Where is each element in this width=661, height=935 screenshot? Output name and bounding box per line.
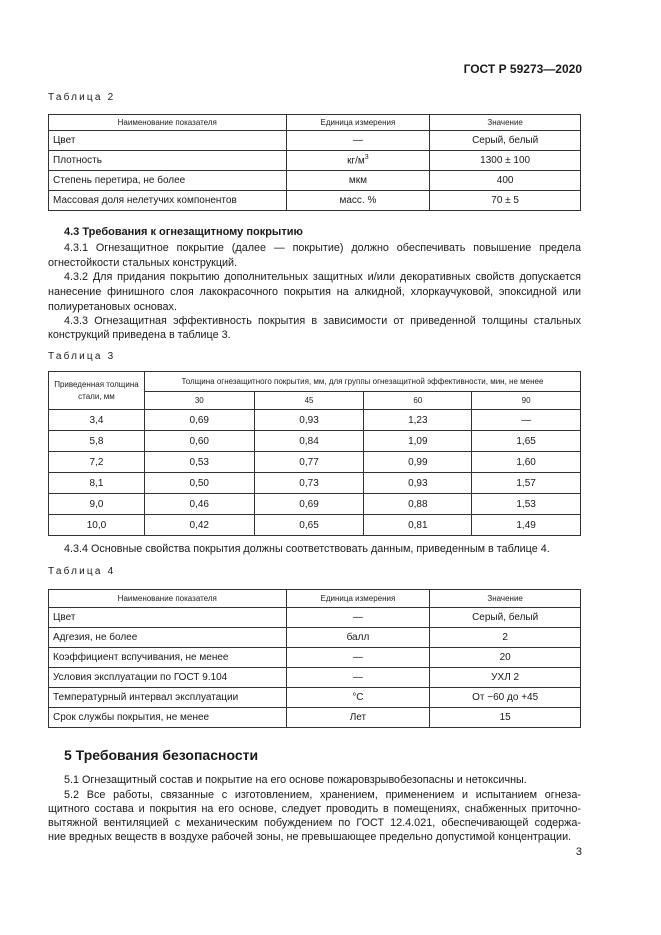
table2-header-name: Наименование показателя xyxy=(49,115,287,131)
table-cell: — xyxy=(286,131,430,151)
table-cell: Адгезия, не более xyxy=(49,628,287,648)
table-cell: 70 ± 5 xyxy=(430,191,581,211)
table-row xyxy=(49,648,581,668)
table-cell: 0,81 xyxy=(364,515,472,536)
table-cell: мкм xyxy=(286,171,430,191)
table-cell: 0,88 xyxy=(364,494,472,515)
table-cell: 5,8 xyxy=(49,431,145,452)
table-cell: — xyxy=(286,668,430,688)
table-row xyxy=(49,708,581,728)
table3-header-row xyxy=(49,372,581,392)
table-cell: 0,50 xyxy=(144,473,254,494)
table-cell: 0,93 xyxy=(254,410,364,431)
table-cell: Цвет xyxy=(49,131,287,151)
table4-header-name: Наименование показателя xyxy=(49,590,287,608)
table-cell: 2 xyxy=(430,628,581,648)
table3-col-60: 60 xyxy=(364,392,472,410)
paragraph-4-3-1-line1: 4.3.1 Огнезащитное покрытие (далее — покрытие) должно обеспечивать повышение предела xyxy=(64,242,581,254)
table-cell: От −60 до +45 xyxy=(430,688,581,708)
table-cell: 1,65 xyxy=(472,431,581,452)
paragraph-4-3-4: 4.3.4 Основные свойства покрытия должны соответствовать данным, приведенным в таблице 4. xyxy=(64,543,550,555)
table-row xyxy=(49,191,581,211)
table-row xyxy=(49,151,581,171)
density-unit-superscript: 3 xyxy=(364,154,369,162)
table-cell: — xyxy=(286,648,430,668)
table-row xyxy=(49,668,581,688)
table-cell: 1,23 xyxy=(364,410,472,431)
table-cell: Цвет xyxy=(49,608,287,628)
table-cell: Серый, белый xyxy=(430,131,581,151)
table-cell: балл xyxy=(286,628,430,648)
table-cell: 1,09 xyxy=(364,431,472,452)
table-row xyxy=(49,494,581,515)
table-cell: 0,69 xyxy=(144,410,254,431)
table-cell: 10,0 xyxy=(49,515,145,536)
table-row xyxy=(49,131,581,151)
table-cell: 0,93 xyxy=(364,473,472,494)
table2-header-unit: Единица измерения xyxy=(286,115,430,131)
table3 xyxy=(48,371,581,536)
table3-col-30: 30 xyxy=(144,392,254,410)
table-cell: 0,99 xyxy=(364,452,472,473)
table3-row-header: Приведенная толщина стали, мм xyxy=(49,372,145,410)
table-cell: Лет xyxy=(286,708,430,728)
table-cell: 0,53 xyxy=(144,452,254,473)
table-cell: Температурный интервал эксплуатации xyxy=(49,688,287,708)
table-cell: 15 xyxy=(430,708,581,728)
table-cell: 0,60 xyxy=(144,431,254,452)
table2-header-value: Значение xyxy=(430,115,581,131)
table-cell: 400 xyxy=(430,171,581,191)
paragraph-5-2-line4: ние вредных веществ в воздухе рабочей зоны, не превышающее предельно допустимой концентрации. xyxy=(48,831,572,843)
standard-number: ГОСТ Р 59273—2020 xyxy=(463,62,582,76)
table3-group-header: Толщина огнезащитного покрытия, мм, для группы огнезащитной эффективности, мин, не менее xyxy=(144,372,580,392)
table2-header-row xyxy=(49,115,581,131)
table4-caption: Таблица 4 xyxy=(48,566,116,577)
paragraph-4-3-3-line2: конструкций приведена в таблице 3. xyxy=(48,329,231,341)
table-cell: УХЛ 2 xyxy=(430,668,581,688)
table-cell: 1,57 xyxy=(472,473,581,494)
table2 xyxy=(48,114,581,211)
table-cell: 9,0 xyxy=(49,494,145,515)
table-cell: 0,73 xyxy=(254,473,364,494)
paragraph-4-3-1-line2: огнестойкости стальных конструкций. xyxy=(48,257,238,269)
paragraph-5-2-line3: вытяжной вентиляцией с механическим побуждением по ГОСТ 12.4.021, обеспечивающей содержа- xyxy=(48,817,581,829)
table-cell: Условия эксплуатации по ГОСТ 9.104 xyxy=(49,668,287,688)
table3-col-45: 45 xyxy=(254,392,364,410)
section-5-heading: 5 Требования безопасности xyxy=(64,747,259,763)
table-row xyxy=(49,473,581,494)
table-cell: 0,42 xyxy=(144,515,254,536)
table-cell: 1,60 xyxy=(472,452,581,473)
table-cell: 7,2 xyxy=(49,452,145,473)
table-cell: 0,65 xyxy=(254,515,364,536)
table-row xyxy=(49,688,581,708)
table-row xyxy=(49,628,581,648)
table-cell: 1,53 xyxy=(472,494,581,515)
table-cell: 1300 ± 100 xyxy=(430,151,581,171)
table-cell: °С xyxy=(286,688,430,708)
table-cell: 0,77 xyxy=(254,452,364,473)
table-cell: Срок службы покрытия, не менее xyxy=(49,708,287,728)
table4-header-unit: Единица измерения xyxy=(286,590,430,608)
page-number: 3 xyxy=(575,846,582,858)
table-cell: Плотность xyxy=(49,151,287,171)
paragraph-4-3-2-line3: полиуретановых основах. xyxy=(48,301,177,313)
table-cell: 0,69 xyxy=(254,494,364,515)
table-row xyxy=(49,608,581,628)
table-cell: Массовая доля нелетучих компонентов xyxy=(49,191,287,211)
table-row xyxy=(49,171,581,191)
table3-caption: Таблица 3 xyxy=(48,351,116,362)
table3-col-90: 90 xyxy=(472,392,581,410)
paragraph-4-3-2-line2: нанесение финишного слоя лакокрасочного покрытия на алкидной, хлоркаучуковой, эпоксидной или xyxy=(48,286,581,298)
table4 xyxy=(48,589,581,728)
density-unit: кг/м xyxy=(347,155,365,167)
table-cell: 0,84 xyxy=(254,431,364,452)
paragraph-5-2-line1: 5.2 Все работы, связанные с изготовлением, хранением, применением и испытанием огнеза- xyxy=(64,789,581,801)
table4-header-row xyxy=(49,590,581,608)
paragraph-4-3-2-line1: 4.3.2 Для придания покрытию дополнительных защитных и/или декоративных свойств допускается xyxy=(64,271,581,283)
table-row xyxy=(49,452,581,473)
paragraph-5-1: 5.1 Огнезащитный состав и покрытие на его основе пожаровзрывобезопасны и нетоксичны. xyxy=(64,774,527,786)
table4-header-value: Значение xyxy=(430,590,581,608)
table-row xyxy=(49,515,581,536)
table-row xyxy=(49,431,581,452)
table-row xyxy=(49,410,581,431)
paragraph-5-2-line2: щитного состава и покрытия на его основе, следует проводить в помещениях, снабженных приточно- xyxy=(48,803,581,815)
table-cell: 0,46 xyxy=(144,494,254,515)
table2-caption: Таблица 2 xyxy=(48,92,116,103)
section-4-3-heading: 4.3 Требования к огнезащитному покрытию xyxy=(64,226,303,238)
table-cell: 20 xyxy=(430,648,581,668)
table-cell xyxy=(286,151,430,171)
table-cell: Степень перетира, не более xyxy=(49,171,287,191)
table-cell: — xyxy=(472,410,581,431)
table-cell: — xyxy=(286,608,430,628)
table-cell: Серый, белый xyxy=(430,608,581,628)
table-cell: 8,1 xyxy=(49,473,145,494)
table-cell: 3,4 xyxy=(49,410,145,431)
table-cell: масс. % xyxy=(286,191,430,211)
table-cell: Коэффициент вспучивания, не менее xyxy=(49,648,287,668)
table-cell: 1,49 xyxy=(472,515,581,536)
paragraph-4-3-3-line1: 4.3.3 Огнезащитная эффективность покрытия в зависимости от приведенной толщины стальных xyxy=(64,315,581,327)
